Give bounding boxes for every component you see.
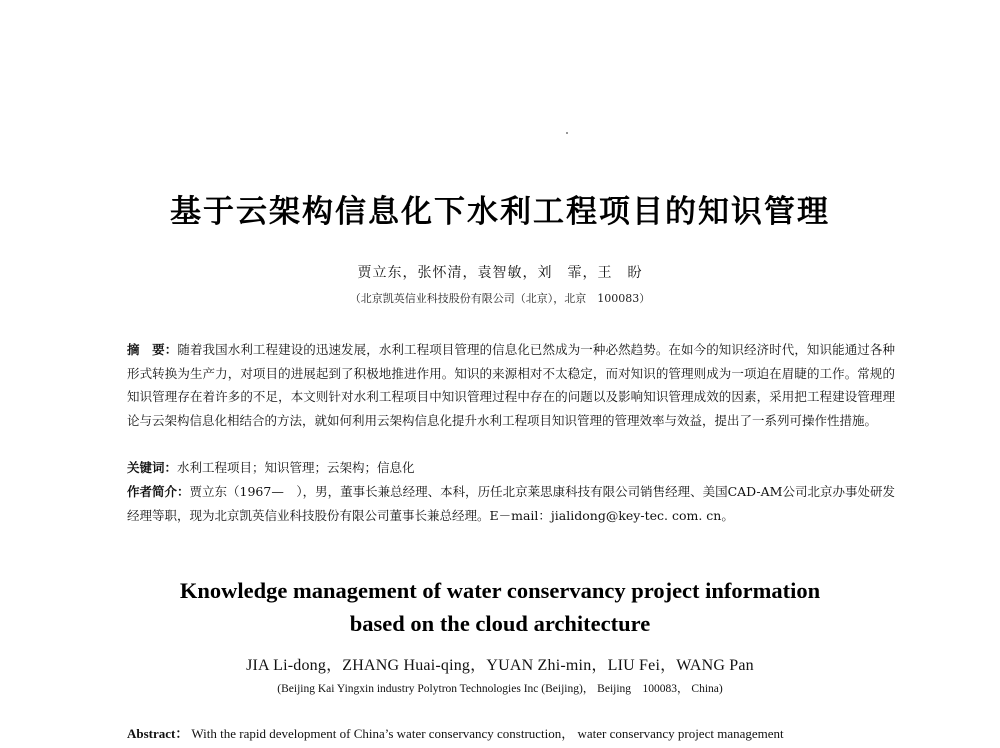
english-authors: JIA Li-dong，ZHANG Huai-qing，YUAN Zhi-min，LIU Fei，WANG Pan xyxy=(246,657,754,674)
chinese-abstract-text: 随着我国水利工程建设的迅速发展，水利工程项目管理的信息化已然成为一种必然趋势。在如今的知识经济时代，知识能通过各种形式转换为生产力，对项目的进展起到了积极地推进作用。知识的来源相对不太稳定，而对知识的管理则成为一项迫在眉睫的工作。常规的知识管理存在着许多的不足，本文则针对水利工程项目中知识管理过程中存在的问题以及影响知识管理成效的因素，采用把工程建设管理理论与云架构信息化相结合的方法，就如何利用云架构信息化提升水利工程项目知识管理的管理效率与效益，提出了一系列可操作性措施。 xyxy=(127,342,895,429)
chinese-abstract xyxy=(127,338,895,433)
chinese-keywords-text: 水利工程项目；知识管理；云架构；信息化 xyxy=(177,460,415,475)
english-affiliation: (Beijing Kai Yingxin industry Polytron Technologies Inc (Beijing)， Beijing 100083， China) xyxy=(277,683,723,695)
english-abstract-text: With the rapid development of China’s water conservancy construction， water conservancy project management xyxy=(191,726,784,741)
chinese-affiliation: （北京凯英信业科技股份有限公司（北京），北京 100083） xyxy=(349,292,651,305)
english-title-line-2: based on the cloud architecture xyxy=(349,611,651,636)
english-title-line-1: Knowledge management of water conservancy project information xyxy=(179,578,821,603)
english-title xyxy=(0,574,1000,640)
chinese-title: 基于云架构信息化下水利工程项目的知识管理 xyxy=(170,194,830,230)
author-bio xyxy=(127,480,895,527)
chinese-keywords-label: 关键词： xyxy=(127,460,178,475)
english-abstract xyxy=(127,724,895,744)
chinese-authors: 贾立东，张怀清，袁智敏，刘 霏，王 盼 xyxy=(357,265,643,281)
chinese-abstract-label: 摘 要： xyxy=(127,342,178,357)
scan-speck xyxy=(566,132,568,134)
english-abstract-label: Abstract： xyxy=(127,726,189,741)
author-bio-text: 贾立东（1967— ），男，董事长兼总经理、本科，历任北京莱思康科技有限公司销售经理、美国CAD-AM公司北京办事处研发经理等职，现为北京凯英信业科技股份有限公司董事长兼总经理。E－mail：jialidong@key-tec. com. cn。 xyxy=(127,484,895,523)
author-bio-label: 作者简介： xyxy=(127,484,190,499)
chinese-keywords xyxy=(127,456,895,479)
